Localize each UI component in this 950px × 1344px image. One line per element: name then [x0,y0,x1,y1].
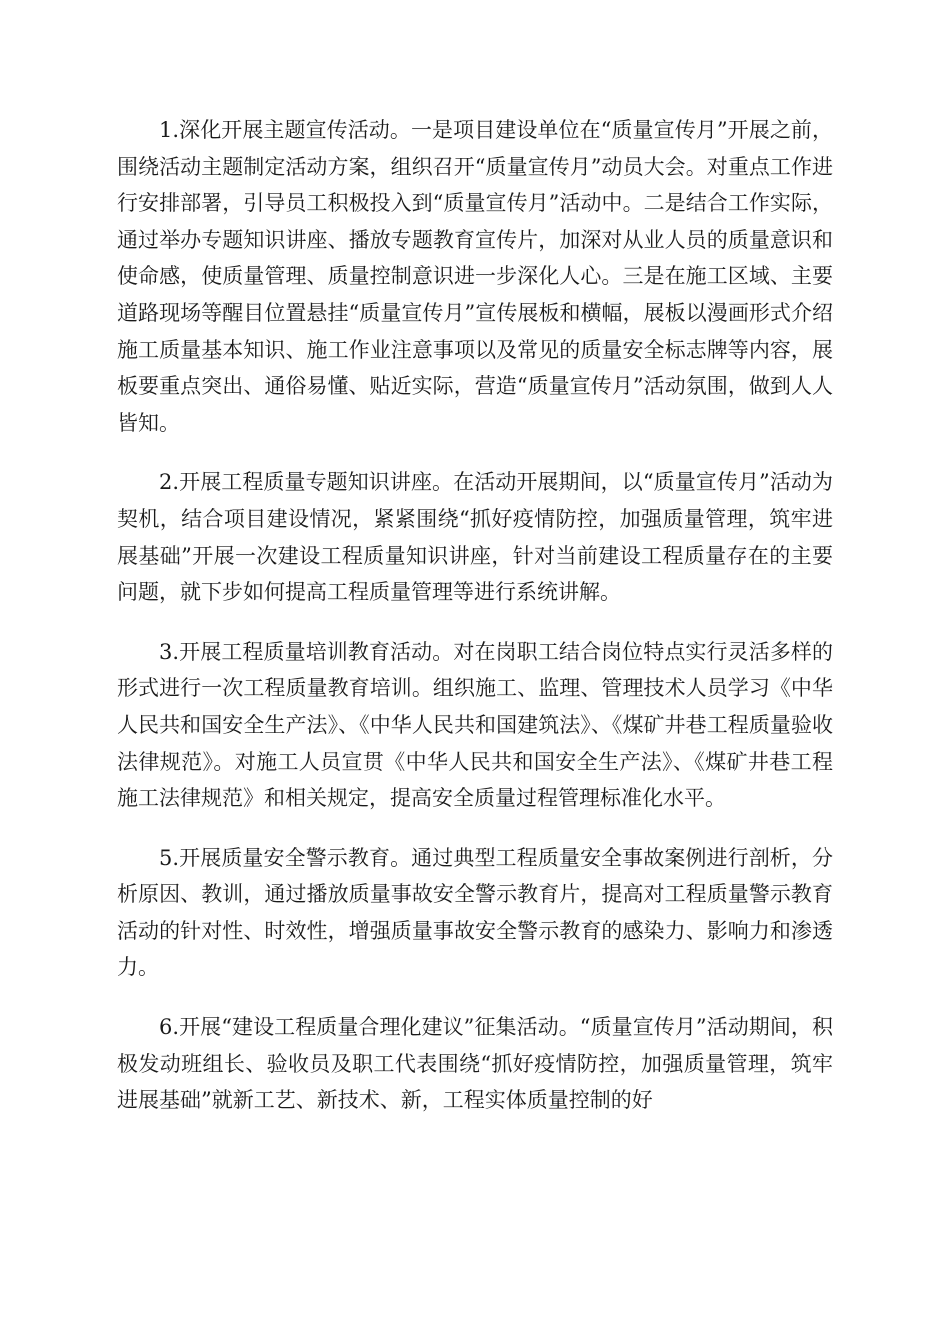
document-page [117,112,833,1142]
paragraph-6: 6.开展“建设工程质量合理化建议”征集活动。“质量宣传月”活动期间，积极发动班组长、验收员及职工代表围绕“抓好疫情防控，加强质量管理，筑牢进展基础”就新工艺、新技术、新，工程实体质量控制的好 [117,1015,833,1113]
paragraph-2: 2.开展工程质量专题知识讲座。在活动开展期间，以“质量宣传月”活动为契机，结合项目建设情况，紧紧围绕“抓好疫情防控，加强质量管理，筑牢进展基础”开展一次建设工程质量知识讲座，针对当前建设工程质量存在的主要问题，就下步如何提高工程质量管理等进行系统讲解。 [117,470,833,605]
paragraph-5: 5.开展质量安全警示教育。通过典型工程质量安全事故案例进行剖析，分析原因、教训，通过播放质量事故安全警示教育片，提高对工程质量警示教育活动的针对性、时效性，增强质量事故安全警示教育的感染力、影响力和渗透力。 [117,845,833,980]
paragraph-1: 1.深化开展主题宣传活动。一是项目建设单位在“质量宣传月”开展之前，围绕活动主题制定活动方案，组织召开“质量宣传月”动员大会。对重点工作进行安排部署，引导员工积极投入到“质量宣传月”活动中。二是结合工作实际，通过举办专题知识讲座、播放专题教育宣传片，加深对从业人员的质量意识和使命感，使质量管理、质量控制意识进一步深化人心。三是在施工区域、主要道路现场等醒目位置悬挂“质量宣传月”宣传展板和横幅，展板以漫画形式介绍施工质量基本知识、施工作业注意事项以及常见的质量安全标志牌等内容，展板要重点突出、通俗易懂、贴近实际，营造“质量宣传月”活动氛围，做到人人皆知。 [117,118,833,435]
paragraph-3: 3.开展工程质量培训教育活动。对在岗职工结合岗位特点实行灵活多样的形式进行一次工程质量教育培训。组织施工、监理、管理技术人员学习《中华人民共和国安全生产法》、《中华人民共和国建筑法》、《煤矿井巷工程质量验收法律规范》。对施工人员宣贯《中华人民共和国安全生产法》、《煤矿井巷工程施工法律规范》和相关规定，提高安全质量过程管理标准化水平。 [117,639,833,811]
